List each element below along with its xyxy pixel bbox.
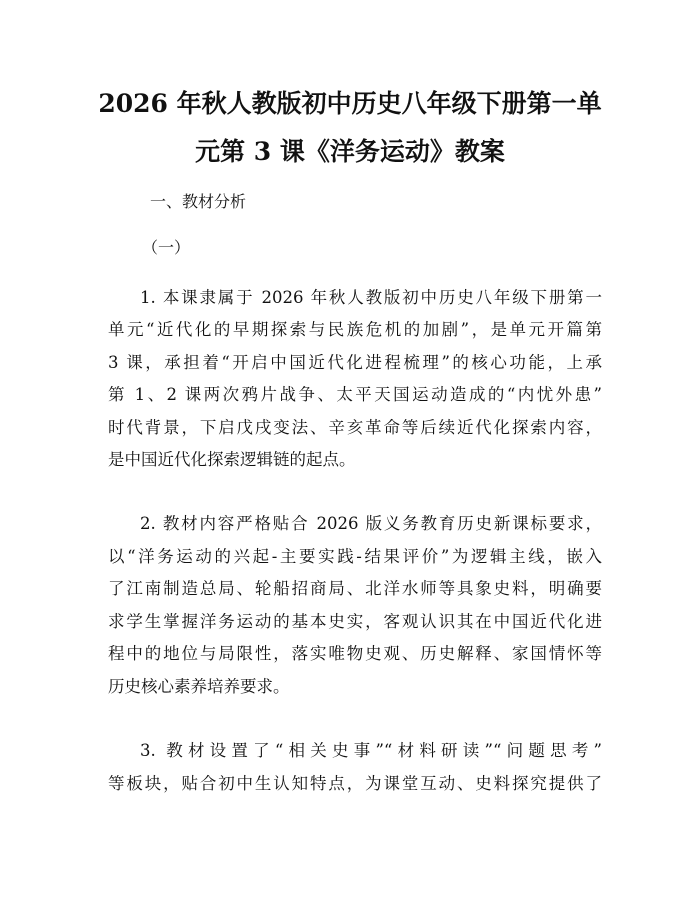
paragraph-1-line-2: 单元“近代化的早期探索与民族危机的加剧”，是单元开篇第 [108,320,602,339]
paragraph-2-line-6: 历史核心素养培养要求。 [108,677,290,696]
paragraph-1-line-4: 第 1、2 课两次鸦片战争、太平天国运动造成的“内忧外患” [108,385,602,404]
paragraph-1-line-3: 3 课，承担着“开启中国近代化进程梳理”的核心功能，上承 [108,353,602,372]
paragraph-3-line-2: 等板块，贴合初中生认知特点，为课堂互动、史料探究提供了 [108,774,602,793]
paragraph-2-line-3: 了江南制造总局、轮船招商局、北洋水师等具象史料，明确要 [108,579,602,598]
paragraph-2-line-4: 求学生掌握洋务运动的基本史实，客观认识其在中国近代化进 [108,612,602,631]
paragraph-2-line-5: 程中的地位与局限性，落实唯物史观、历史解释、家国情怀等 [108,644,602,663]
paragraph-3-line-1: 3. 教材设置了“相关史事”“材料研读”“问题思考” [140,741,602,760]
paragraph-1-line-1: 1. 本课隶属于 2026 年秋人教版初中历史八年级下册第一 [140,288,602,307]
paragraph-1-line-5: 时代背景，下启戊戌变法、辛亥革命等后续近代化探索内容， [108,418,602,437]
section-heading: 一、教材分析 [150,192,247,211]
paragraph-2-line-2: 以“洋务运动的兴起-主要实践-结果评价”为逻辑主线，嵌入 [108,547,602,566]
document-title-line-2: 元第 3 课《洋务运动》教案 [195,137,505,166]
subsection-heading: （一） [142,238,191,257]
paragraph-1-line-6: 是中国近代化探索逻辑链的起点。 [108,450,356,469]
paragraph-2-line-1: 2. 教材内容严格贴合 2026 版义务教育历史新课标要求， [140,514,602,533]
document-title-line-1: 2026 年秋人教版初中历史八年级下册第一单 [98,89,602,118]
